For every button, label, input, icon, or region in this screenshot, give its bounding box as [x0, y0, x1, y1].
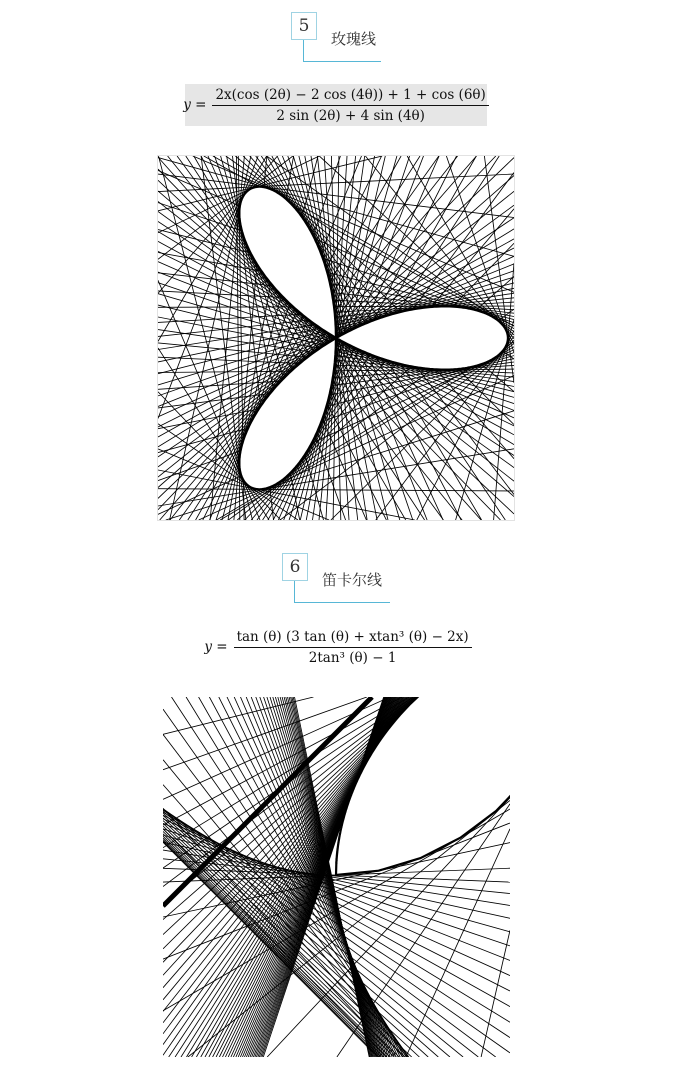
- section-title: 笛卡尔线: [322, 571, 383, 589]
- descartes-plot: [163, 697, 510, 1057]
- tangent-line: [481, 930, 510, 1057]
- descartes-formula: [198, 625, 478, 669]
- section-number-badge: 5: [291, 12, 317, 40]
- fraction-bar: [234, 647, 472, 648]
- formula-lhs: y =: [204, 639, 228, 655]
- formula-denominator: 2 sin (2θ) + 4 sin (4θ): [276, 107, 425, 124]
- rose-curve-line-art: [158, 156, 514, 520]
- rose-curve-formula: [185, 84, 487, 126]
- formula-fraction: [212, 87, 488, 124]
- rose-curve-plot: [157, 155, 515, 521]
- descartes-line-art: [163, 697, 510, 1057]
- tangent-line: [158, 203, 514, 323]
- section-6-header: [282, 553, 402, 605]
- fraction-bar: [212, 105, 488, 106]
- section-number-badge: 6: [282, 553, 308, 581]
- formula-numerator: 2x(cos (2θ) − 2 cos (4θ)) + 1 + cos (6θ): [215, 86, 486, 103]
- tangent-line: [158, 174, 514, 217]
- section-5-header: [291, 12, 391, 64]
- formula-denominator: 2tan³ (θ) − 1: [308, 649, 397, 666]
- accent-vertical-line: [294, 581, 295, 603]
- formula-numerator: tan (θ) (3 tan (θ) + xtan³ (θ) − 2x): [236, 628, 469, 645]
- tangent-line: [158, 356, 514, 453]
- accent-vertical-line: [303, 40, 304, 62]
- tangent-line: [163, 697, 314, 734]
- formula-fraction: [234, 629, 472, 666]
- accent-underline: [303, 61, 381, 62]
- accent-underline: [294, 602, 390, 603]
- formula-lhs: y =: [183, 97, 207, 113]
- section-title: 玫瑰线: [331, 30, 377, 48]
